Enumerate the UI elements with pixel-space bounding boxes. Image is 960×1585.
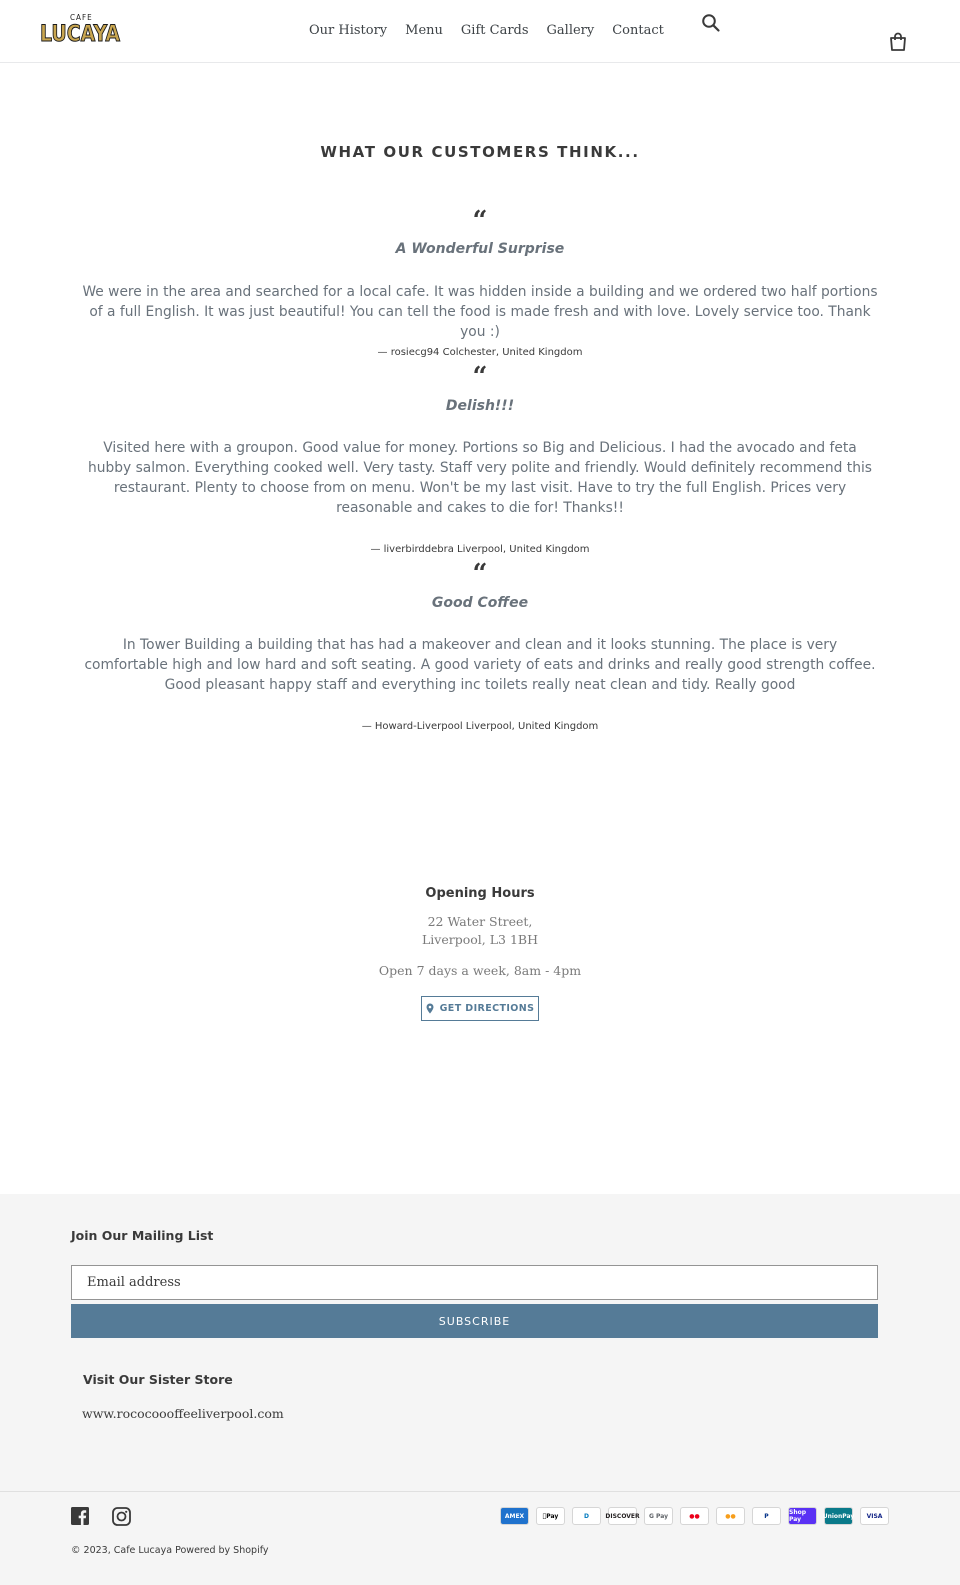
site-footer — [0, 1194, 960, 1585]
review-author: — liverbirddebra Liverpool, United Kingdom — [370, 544, 590, 555]
diners-club-icon: D — [572, 1507, 601, 1525]
testimonials-title: WHAT OUR CUSTOMERS THINK... — [320, 143, 640, 161]
maestro-icon: ●● — [680, 1507, 709, 1525]
review-author: — Howard-Liverpool Liverpool, United Kingdom — [361, 721, 599, 732]
quote-icon: “ — [472, 559, 488, 589]
logo-small-text: CAFE — [70, 13, 93, 22]
copyright-store-link[interactable]: Cafe Lucaya — [113, 1545, 173, 1556]
opening-times: Open 7 days a week, 8am - 4pm — [378, 963, 582, 978]
nav-our-history[interactable]: Our History — [309, 23, 388, 38]
shop-pay-icon: Shop Pay — [788, 1507, 817, 1525]
address — [0, 913, 960, 949]
nav-gift-cards[interactable]: Gift Cards — [460, 23, 529, 38]
cafe-lucaya-logo[interactable] — [40, 12, 120, 52]
review-title: Good Coffee — [431, 595, 529, 611]
cart-icon[interactable] — [888, 32, 908, 52]
review-author: — rosiecg94 Colchester, United Kingdom — [377, 347, 583, 358]
main-nav — [300, 20, 673, 42]
visa-icon: VISA — [860, 1507, 889, 1525]
get-directions-button[interactable] — [421, 996, 539, 1021]
discover-icon: DISCOVER — [608, 1507, 637, 1525]
nav-gallery[interactable]: Gallery — [546, 23, 595, 38]
email-field[interactable] — [71, 1265, 878, 1300]
footer-divider — [0, 1491, 960, 1492]
address-line-1: 22 Water Street, — [427, 914, 533, 929]
nav-menu[interactable]: Menu — [405, 23, 443, 38]
sister-store-heading: Visit Our Sister Store — [83, 1372, 233, 1387]
site-header — [0, 0, 960, 63]
opening-hours-heading: Opening Hours — [425, 886, 535, 901]
paypal-icon: P — [752, 1507, 781, 1525]
address-line-2: Liverpool, L3 1BH — [422, 932, 538, 947]
map-pin-icon — [426, 1003, 434, 1014]
mailing-list-heading: Join Our Mailing List — [71, 1228, 214, 1243]
facebook-icon[interactable] — [71, 1507, 89, 1525]
payment-icons — [500, 1507, 889, 1525]
review-body: Visited here with a groupon. Good value for money. Portions so Big and Delicious. I had the avocado and feta hubby salmon. Everything cooked well. Very tasty. Staff very polite and friendly. Would definitely recommend this restaurant. Plenty to choose from on menu. Won't be my last visit. Have to try the full English. Prices very reasonable and cakes to die for! Thanks!! — [88, 440, 872, 516]
sister-store-link[interactable]: www.rococoooffeeliverpool.com — [82, 1406, 284, 1421]
get-directions-label: GET DIRECTIONS — [439, 1003, 535, 1014]
nav-contact[interactable]: Contact — [612, 23, 664, 38]
amex-icon: AMEX — [500, 1507, 529, 1525]
copyright-year: © 2023, — [71, 1545, 111, 1556]
quote-icon: “ — [472, 206, 488, 236]
powered-by-shopify-link[interactable]: Powered by Shopify — [175, 1545, 269, 1556]
review-title: Delish!!! — [445, 398, 515, 414]
quote-icon: “ — [472, 362, 488, 392]
logo-wordmark: LUCAYA — [40, 22, 121, 47]
instagram-icon[interactable] — [112, 1507, 131, 1526]
apple-pay-icon: Pay — [536, 1507, 565, 1525]
search-icon[interactable] — [701, 13, 721, 33]
google-pay-icon: G Pay — [644, 1507, 673, 1525]
review-body: In Tower Building a building that has had a makeover and clean and it looks stunning. The place is very comfortable high and low hard and soft seating. A good variety of eats and drinks and really good strength coffee. Good pleasant happy staff and everything inc toilets really neat clean and tidy. Really good — [84, 637, 876, 693]
union-pay-icon: UnionPay — [824, 1507, 853, 1525]
subscribe-button[interactable]: SUBSCRIBE — [71, 1304, 878, 1338]
mastercard-icon: ●● — [716, 1507, 745, 1525]
review-title: A Wonderful Surprise — [395, 241, 565, 257]
review-body: We were in the area and searched for a local cafe. It was hidden inside a building and we ordered two half portions of a full English. It was just beautiful! You can tell the food is made fresh and with love. Lovely service too. Thank you :) — [82, 284, 878, 340]
copyright — [71, 1545, 269, 1556]
